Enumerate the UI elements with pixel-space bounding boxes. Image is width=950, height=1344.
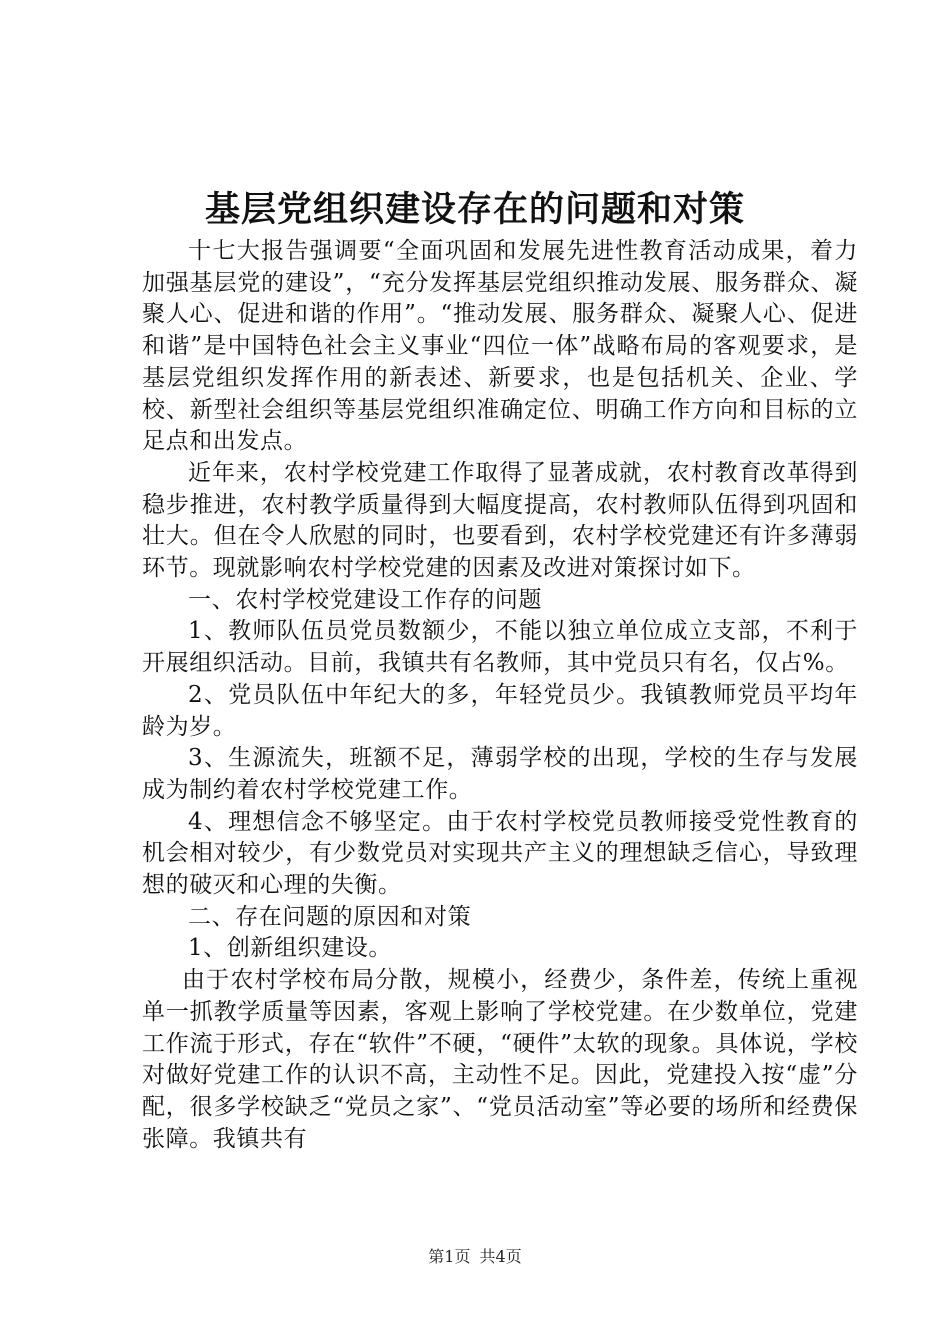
page-footer xyxy=(0,1246,950,1268)
paragraph-problem-4: 4、理想信念不够坚定。由于农村学校党员教师接受党性教育的机会相对较少，有少数党员对实现共产主义的理想缺乏信心，导致理想的破灭和心理的失衡。 xyxy=(142,808,858,899)
paragraph-problem-2: 2、党员队伍中年纪大的多，年轻党员少。我镇教师党员平均年龄为岁。 xyxy=(142,681,858,740)
section-heading-problems: 一、农村学校党建设工作存的问题 xyxy=(188,586,542,613)
page-total: 共4页 xyxy=(479,1247,522,1266)
paragraph-problem-1: 1、教师队伍员党员数额少，不能以独立单位成立支部，不利于开展组织活动。目前，我镇共有名教师，其中党员只有名，仅占%。 xyxy=(142,618,858,677)
paragraph-intro: 十七大报告强调要“全面巩固和发展先进性教育活动成果，着力加强基层党的建设”，“充分发挥基层党组织推动发展、服务群众、凝聚人心、促进和谐的作用”。“推动发展、服务群众、凝聚人心、促进和谐”是中国特色社会主义事业“四位一体”战略布局的客观要求，是基层党组织发挥作用的新表述、新要求，也是包括机关、企业、学校、新型社会组织等基层党组织准确定位、明确工作方向和目标的立足点和出发点。 xyxy=(142,238,858,455)
section-heading-causes: 二、存在问题的原因和对策 xyxy=(188,903,472,930)
paragraph-problem-3: 3、生源流失，班额不足，薄弱学校的出现，学校的生存与发展成为制约着农村学校党建工作。 xyxy=(142,745,858,803)
document-body xyxy=(142,236,858,1155)
page-number: 第1页 xyxy=(428,1247,471,1266)
paragraph-organization: 由于农村学校布局分散，规模小，经费少，条件差，传统上重视单一抓教学质量等因素，客观上影响了学校党建。在少数单位，党建工作流于形式，存在“软件”不硬，“硬件”太软的现象。具体说，学校对做好党建工作的认识不高，主动性不足。因此，党建投入按“虚”分配，很多学校缺乏“党员之家”、“党员活动室”等必要的场所和经费保张障。我镇共有 xyxy=(142,967,858,1152)
paragraph-background: 近年来，农村学校党建工作取得了显著成就，农村教育改革得到稳步推进，农村教学质量得到大幅度提高，农村教师队伍得到巩固和壮大。但在令人欣慰的同时，也要看到，农村学校党建还有许多薄弱环节。现就影响农村学校党建的因素及改进对策探讨如下。 xyxy=(142,459,858,582)
subheading-organization: 1、创新组织建设。 xyxy=(188,935,393,962)
document-title: 基层党组织建设存在的问题和对策 xyxy=(204,189,745,230)
